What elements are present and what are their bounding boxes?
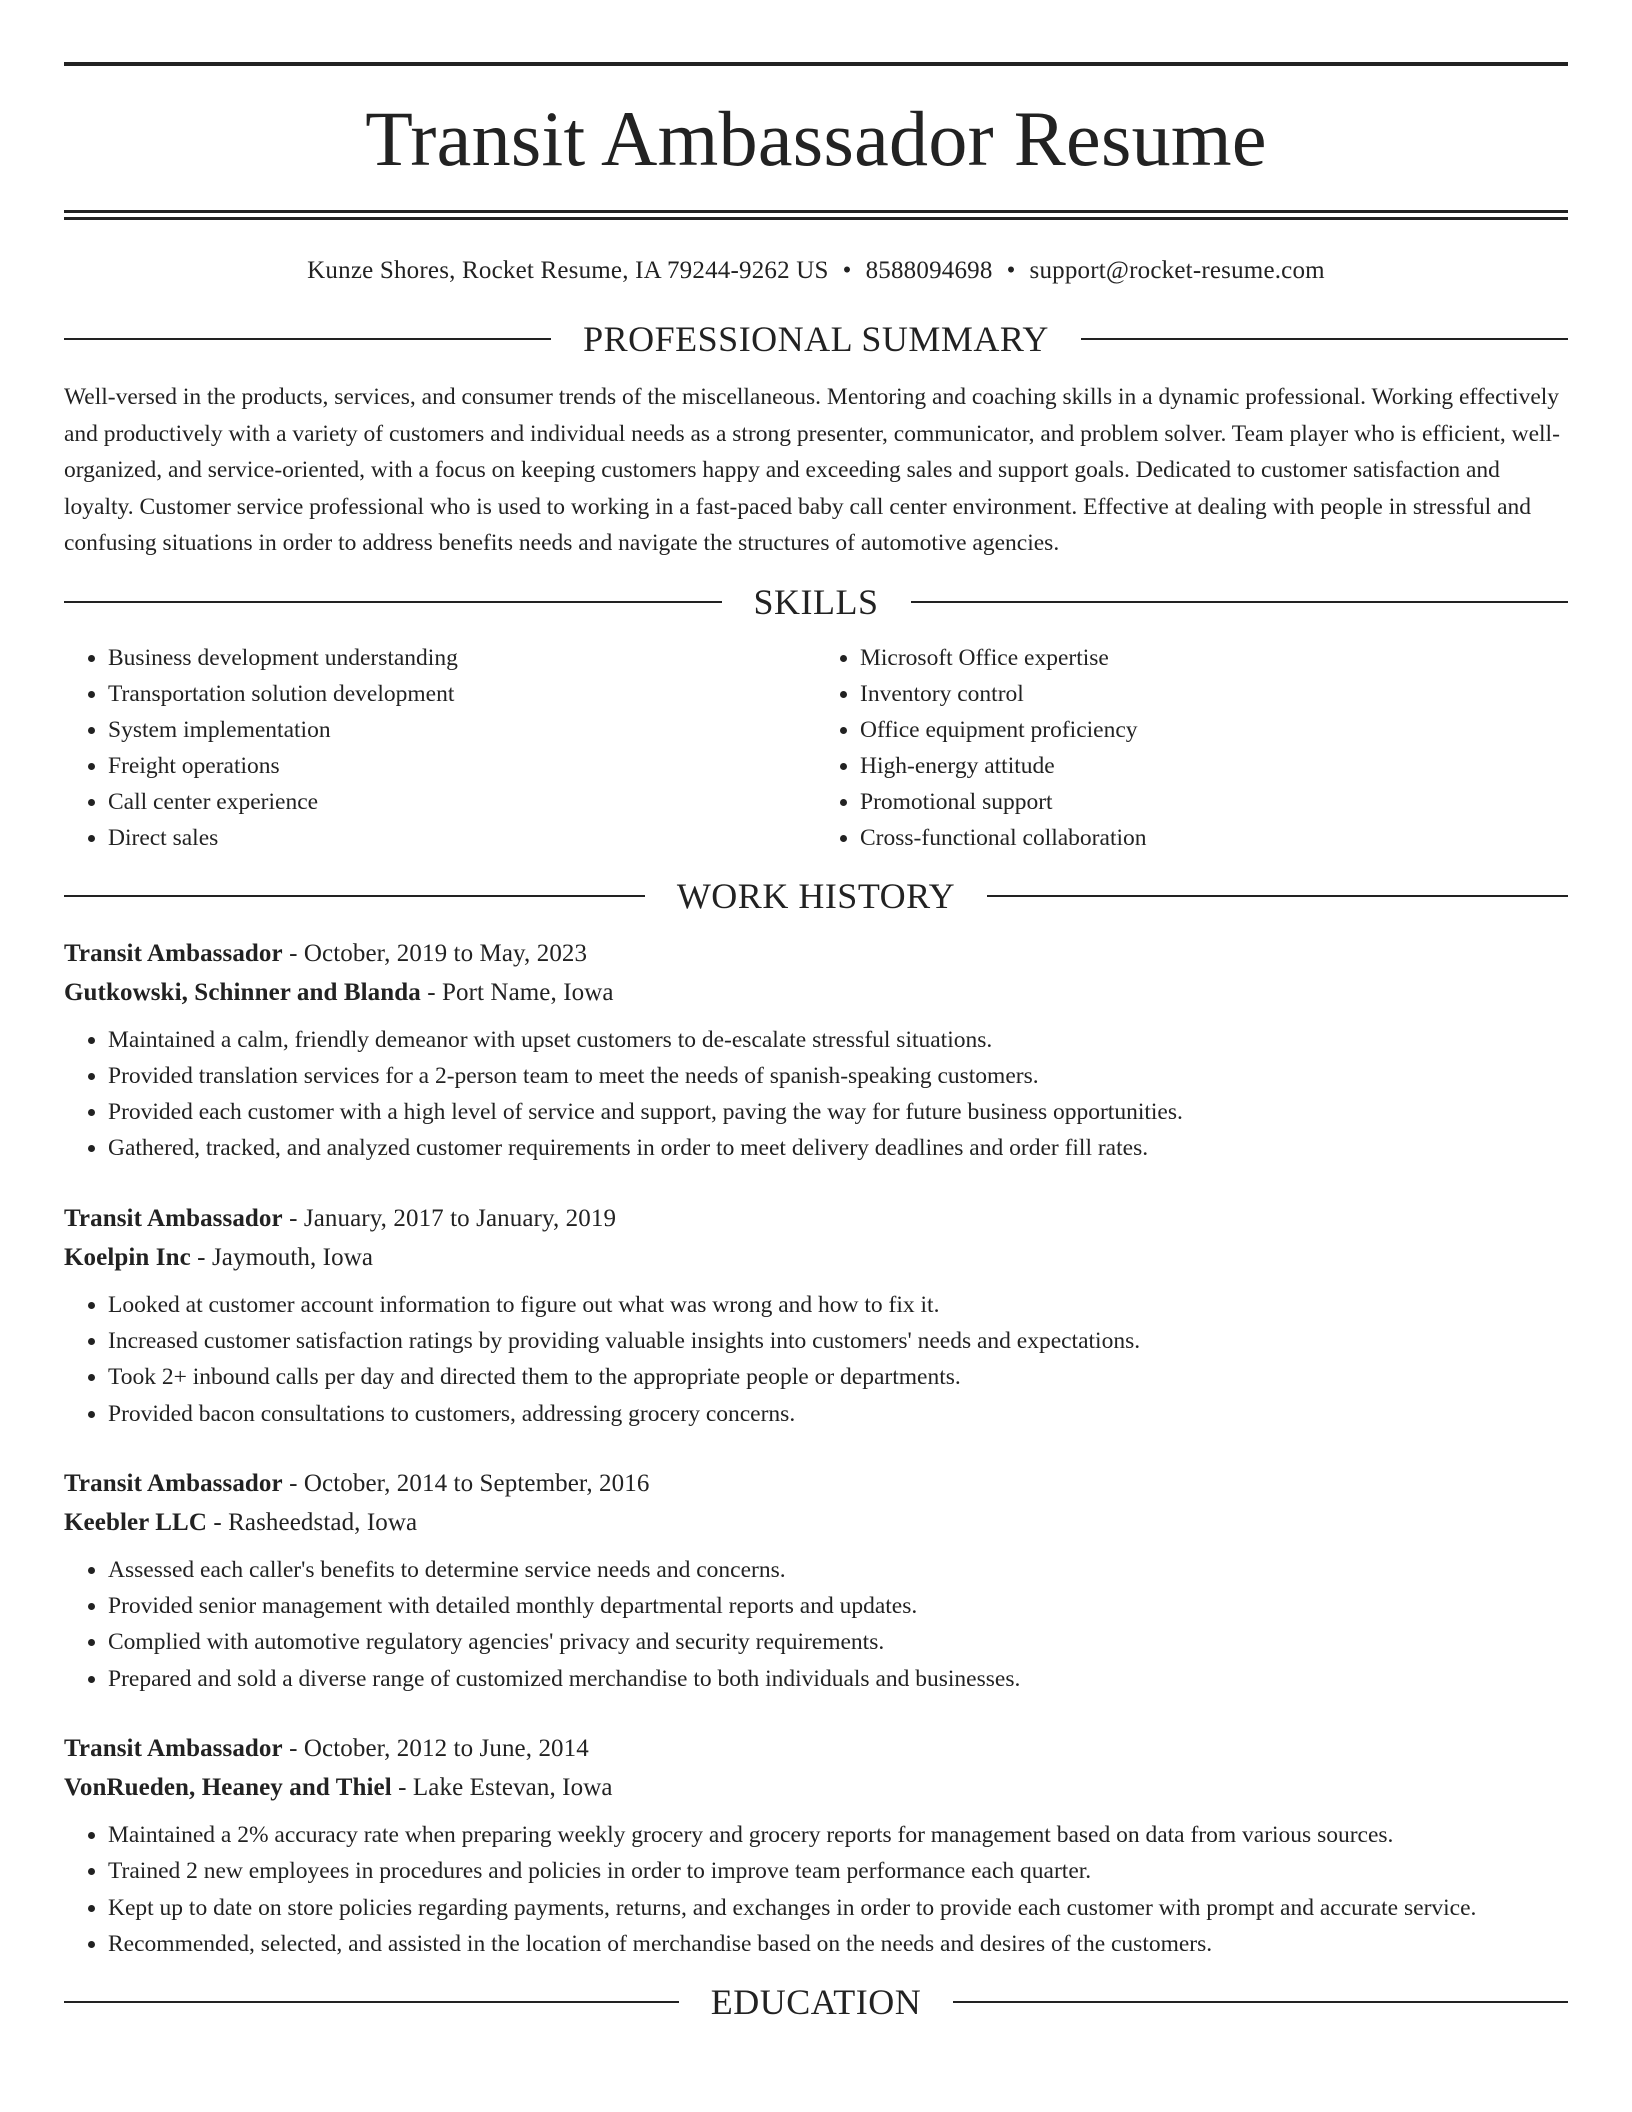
education-section-heading	[64, 1982, 1568, 2023]
job-entry	[64, 934, 1568, 1167]
heading-rule-left	[64, 338, 551, 340]
heading-rule-right	[953, 2001, 1568, 2003]
contact-phone: 8588094698	[865, 257, 993, 284]
job-bullet: • Maintained a calm, friendly demeanor with upset customers to de-escalate stressful situations.	[108, 1022, 1568, 1058]
job-location: - Lake Estevan, Iowa	[391, 1774, 613, 1802]
job-company: Gutkowski, Schinner and Blanda	[64, 978, 421, 1006]
contact-separator: •	[842, 257, 852, 284]
job-bullets	[64, 1817, 1568, 1962]
job-bullet: • Prepared and sold a diverse range of customized merchandise to both individuals and businesses.	[108, 1661, 1568, 1697]
skills-list	[64, 640, 1568, 856]
job-bullet: • Recommended, selected, and assisted in the location of merchandise based on the needs and desires of the customers.	[108, 1926, 1568, 1962]
job-title: Transit Ambassador	[64, 939, 283, 967]
summary-heading: PROFESSIONAL SUMMARY	[583, 319, 1049, 359]
job-title-line	[64, 1729, 1568, 1768]
job-bullets	[64, 1287, 1568, 1432]
job-entry	[64, 1464, 1568, 1697]
skills-column-right	[816, 640, 1568, 856]
work-section-heading	[64, 875, 1568, 916]
job-title: Transit Ambassador	[64, 1735, 283, 1763]
job-company-line	[64, 1503, 1568, 1542]
contact-address: Kunze Shores, Rocket Resume, IA 79244-9262 US	[307, 257, 829, 284]
heading-rule-left	[64, 2001, 679, 2003]
skill-item: • Office equipment proficiency	[860, 712, 1568, 748]
job-company: Koelpin Inc	[64, 1243, 191, 1271]
job-company-line	[64, 973, 1568, 1012]
skill-item: • Call center experience	[108, 784, 816, 820]
skill-item: • Transportation solution development	[108, 676, 816, 712]
job-location: - Rasheedstad, Iowa	[206, 1508, 418, 1536]
skill-item: • Business development understanding	[108, 640, 816, 676]
job-bullet: • Increased customer satisfaction ratings by providing valuable insights into customers' needs and expectations.	[108, 1323, 1568, 1359]
job-location: - Jaymouth, Iowa	[190, 1243, 374, 1271]
summary-text: Well-versed in the products, services, and consumer trends of the miscellaneous. Mentoring and coaching skills in a dynamic professional. Working effectively and productively with a variety of customers and individual needs as a strong presenter, communicator, and problem solver. Team player who is efficient, well-organized, and service-oriented, with a focus on keeping customers happy and exceeding sales and support goals. Dedicated to customer satisfaction and loyalty. Customer service professional who is used to working in a fast-paced baby call center environment. Effective at dealing with people in stressful and confusing situations in order to address benefits needs and navigate the structures of automotive agencies.	[64, 384, 1560, 556]
heading-rule-left	[64, 601, 722, 603]
skills-section-heading	[64, 581, 1568, 622]
job-entry	[64, 1199, 1568, 1432]
heading-rule-right	[987, 895, 1568, 897]
skill-item: • Cross-functional collaboration	[860, 820, 1568, 856]
job-title: Transit Ambassador	[64, 1469, 283, 1497]
contact-separator: •	[1006, 257, 1016, 284]
job-bullet: • Looked at customer account information to figure out what was wrong and how to fix it.	[108, 1287, 1568, 1323]
heading-rule-right	[1081, 338, 1568, 340]
skills-heading: SKILLS	[753, 581, 879, 622]
heading-rule-right	[911, 601, 1569, 603]
summary-section-heading	[64, 321, 1568, 357]
job-dates: - October, 2012 to June, 2014	[282, 1735, 589, 1763]
skill-item: • High-energy attitude	[860, 748, 1568, 784]
job-bullet: • Kept up to date on store policies regarding payments, returns, and exchanges in order to provide each customer with prompt and accurate service.	[108, 1890, 1568, 1926]
job-dates: - January, 2017 to January, 2019	[282, 1204, 617, 1232]
job-bullet: • Maintained a 2% accuracy rate when preparing weekly grocery and grocery reports for management based on data from various sources.	[108, 1817, 1568, 1853]
job-bullet: • Provided bacon consultations to customers, addressing grocery concerns.	[108, 1396, 1568, 1432]
job-title-line	[64, 1199, 1568, 1238]
job-bullet: • Provided translation services for a 2-person team to meet the needs of spanish-speaking customers.	[108, 1058, 1568, 1094]
skills-column-left	[64, 640, 816, 856]
skill-item: • Promotional support	[860, 784, 1568, 820]
job-bullet: • Provided each customer with a high level of service and support, paving the way for future business opportunities.	[108, 1094, 1568, 1130]
job-bullet: • Took 2+ inbound calls per day and directed them to the appropriate people or departments.	[108, 1359, 1568, 1395]
job-company-line	[64, 1238, 1568, 1277]
skill-item: • Microsoft Office expertise	[860, 640, 1568, 676]
job-bullet: • Provided senior management with detailed monthly departmental reports and updates.	[108, 1588, 1568, 1624]
job-bullet: • Gathered, tracked, and analyzed customer requirements in order to meet delivery deadlines and order fill rates.	[108, 1130, 1568, 1166]
contact-email: support@rocket-resume.com	[1029, 257, 1325, 284]
job-title: Transit Ambassador	[64, 1204, 283, 1232]
job-title-line	[64, 1464, 1568, 1503]
skill-item: • Direct sales	[108, 820, 816, 856]
skill-item: • Inventory control	[860, 676, 1568, 712]
job-bullet: • Trained 2 new employees in procedures and policies in order to improve team performance each quarter.	[108, 1853, 1568, 1889]
resume-title: Transit Ambassador Resume	[365, 95, 1267, 182]
job-location: - Port Name, Iowa	[420, 978, 614, 1006]
contact-line	[64, 258, 1568, 283]
job-company-line	[64, 1768, 1568, 1807]
job-bullet: • Complied with automotive regulatory agencies' privacy and security requirements.	[108, 1624, 1568, 1660]
education-heading: EDUCATION	[710, 1982, 922, 2023]
job-bullets	[64, 1022, 1568, 1167]
skill-item: • System implementation	[108, 712, 816, 748]
skill-item: • Freight operations	[108, 748, 816, 784]
job-entry	[64, 1729, 1568, 1962]
job-company: Keebler LLC	[64, 1508, 207, 1536]
top-rule	[64, 62, 1568, 66]
job-dates: - October, 2014 to September, 2016	[282, 1469, 650, 1497]
job-company: VonRueden, Heaney and Thiel	[64, 1774, 392, 1802]
job-dates: - October, 2019 to May, 2023	[282, 939, 588, 967]
title-double-rule	[64, 210, 1568, 220]
heading-rule-left	[64, 895, 645, 897]
work-heading: WORK HISTORY	[676, 875, 956, 916]
job-bullet: • Assessed each caller's benefits to determine service needs and concerns.	[108, 1552, 1568, 1588]
job-bullets	[64, 1552, 1568, 1697]
job-title-line	[64, 934, 1568, 973]
